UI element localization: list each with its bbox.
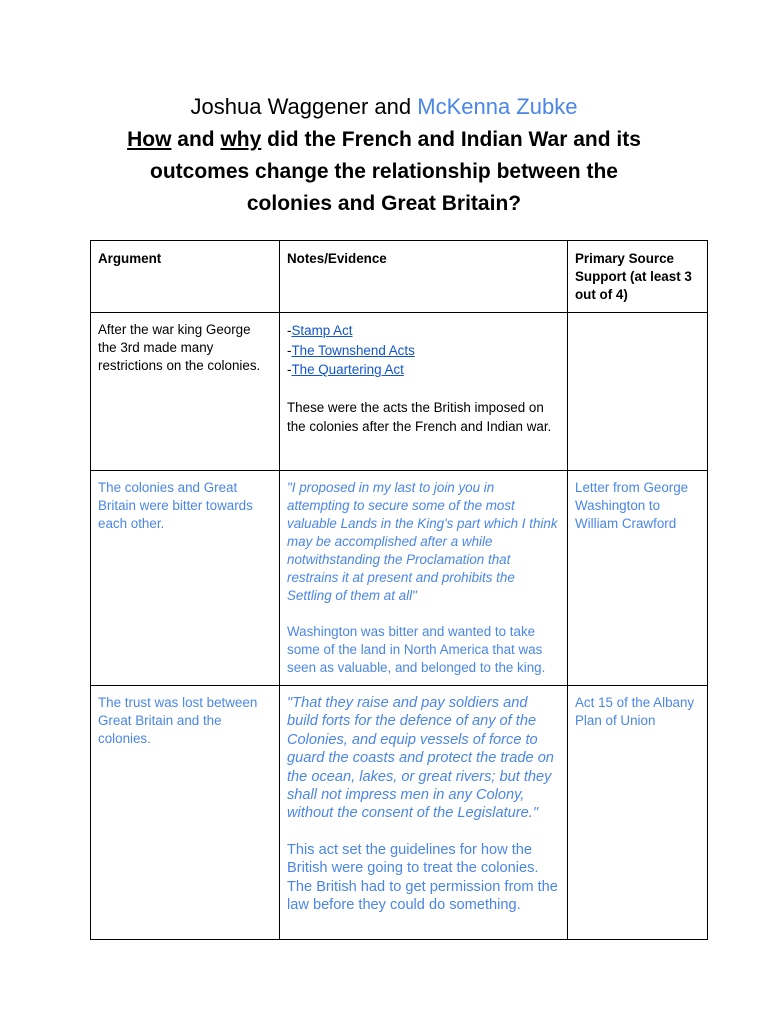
- link-item-quartering-act: [287, 360, 560, 380]
- table-row: [91, 313, 708, 471]
- primary-source-cell: [568, 471, 708, 686]
- notes-cell: [280, 313, 568, 471]
- primary-source-cell: [568, 686, 708, 940]
- essential-question: [0, 124, 768, 220]
- table-row: [91, 686, 708, 940]
- townshend-acts-link[interactable]: The Townshend Acts: [291, 342, 415, 358]
- primary-source-text: Act 15 of the Albany Plan of Union: [575, 695, 695, 728]
- author-1: Joshua Waggener: [190, 94, 369, 119]
- evidence-table: [90, 240, 708, 940]
- question-why: why: [220, 128, 262, 151]
- quartering-act-link[interactable]: The Quartering Act: [291, 362, 404, 377]
- primary-source-text: Letter from George Washington to William Crawford: [575, 480, 689, 531]
- header-argument: Argument: [91, 241, 280, 313]
- question-and: and: [177, 128, 215, 151]
- stamp-act-link[interactable]: Stamp Act: [291, 323, 353, 338]
- author-2: McKenna Zubke: [417, 94, 578, 119]
- notes-text: This act set the guidelines for how the British were going to treat the colonies. The British had to get permission from the law before they could do something.: [287, 841, 558, 914]
- link-prefix: -: [287, 323, 292, 338]
- question-line-1: [0, 124, 768, 156]
- link-prefix: -: [287, 362, 292, 377]
- argument-cell: [91, 313, 280, 471]
- primary-source-cell: [568, 313, 708, 471]
- argument-text: After the war king George the 3rd made many restrictions on the colonies.: [98, 322, 261, 373]
- header-notes: Notes/Evidence: [280, 241, 568, 313]
- argument-text: The trust was lost between Great Britain and the colonies.: [98, 695, 258, 746]
- author-line: [0, 92, 768, 122]
- header-primary-source: Primary Source Support (at least 3 out of 4): [568, 241, 708, 313]
- argument-text: The colonies and Great Britain were bitter towards each other.: [98, 480, 253, 531]
- notes-cell: [280, 471, 568, 686]
- notes-text: These were the acts the British imposed on the colonies after the French and Indian war.: [287, 399, 552, 434]
- argument-cell: [91, 686, 280, 940]
- question-line-3: colonies and Great Britain?: [246, 192, 522, 215]
- link-prefix: -: [287, 342, 292, 358]
- notes-cell: [280, 686, 568, 940]
- author-conjunction: and: [374, 94, 412, 119]
- question-line-2: outcomes change the relationship between the: [150, 160, 618, 183]
- question-how: How: [127, 128, 172, 151]
- link-item-stamp-act: [287, 321, 560, 341]
- question-line-1-rest: did the French and Indian War and its: [267, 128, 641, 151]
- argument-cell: [91, 471, 280, 686]
- table-header-row: [91, 241, 708, 313]
- link-item-townshend-acts: [287, 341, 560, 361]
- quote-text: "I proposed in my last to join you in attempting to secure some of the most valuable Lands in the King's part which I think may be accomplished after a while notwithstanding the Proclamation that restrains it at present and prohibits the Settling of them at all": [287, 480, 558, 603]
- quote-text: "That they raise and pay soldiers and build forts for the defence of any of the Colonies, and equip vessels of force to guard the coasts and protect the trade on the ocean, lakes, or great rivers; but they shall not impress men in any Colony, without the consent of the Legislature.": [287, 695, 554, 822]
- notes-text: Washington was bitter and wanted to take some of the land in North America that was seen as valuable, and belonged to the king.: [287, 624, 546, 675]
- table-row: [91, 471, 708, 686]
